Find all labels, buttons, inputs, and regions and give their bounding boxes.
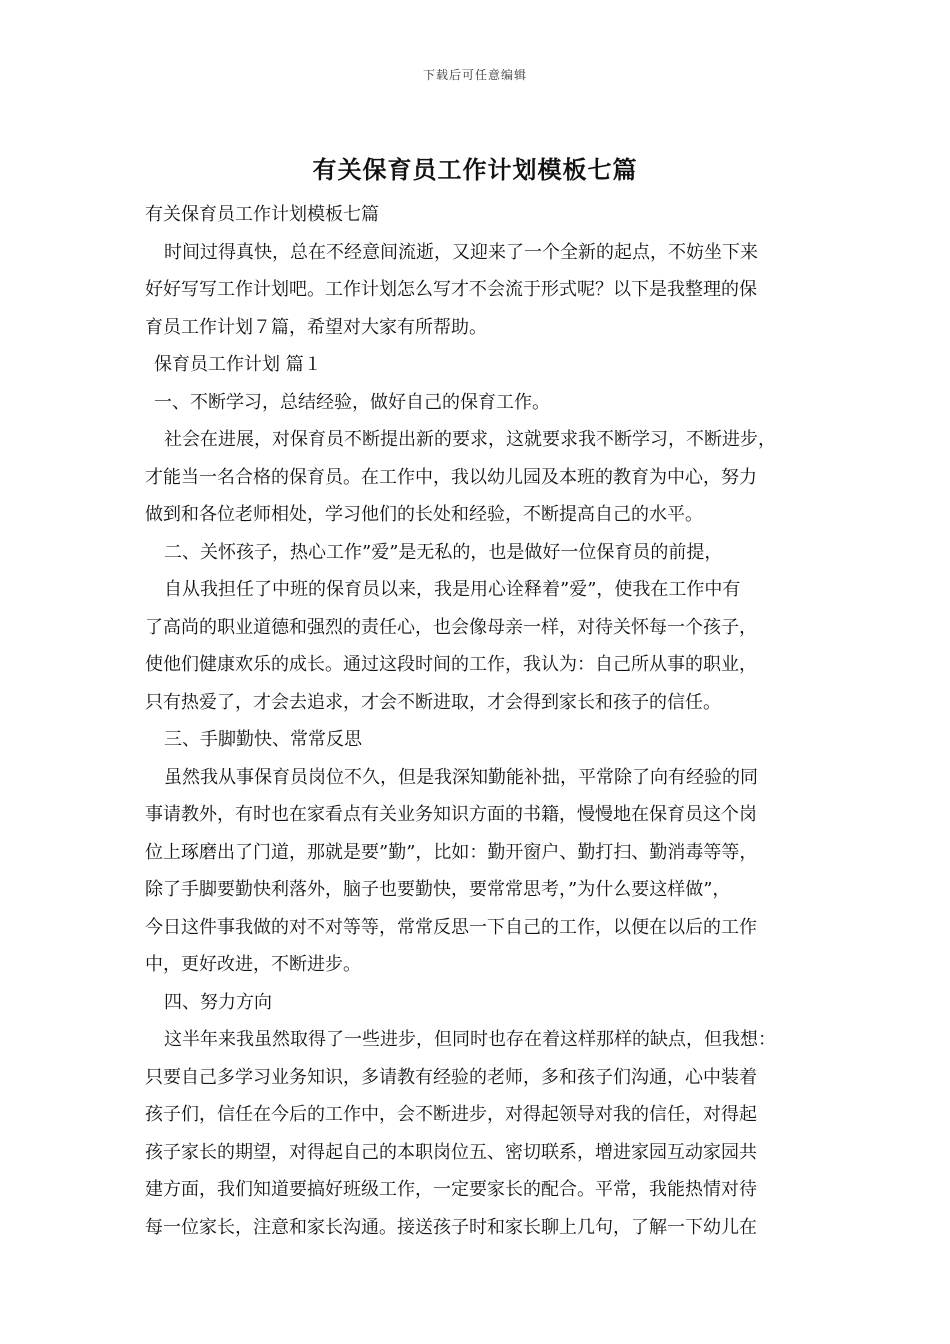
paragraph-line: 中，更好改进，不断进步。 [145,954,361,975]
paragraph-line: 了高尚的职业道德和强烈的责任心，也会像母亲一样，对待关怀每一个孩子， [145,616,757,638]
paragraph-line: 这半年来我虽然取得了一些进步，但同时也存在着这样那样的缺点，但我想： [164,1029,776,1050]
paragraph-line: 做到和各位老师相处，学习他们的长处和经验，不断提高自己的水平。 [145,504,703,525]
document-title: 有关保育员工作计划模板七篇 [312,155,638,184]
paragraph-line: 虽然我从事保育员岗位不久，但是我深知勤能补拙，平常除了向有经验的同 [164,766,758,788]
paragraph-line: 一、不断学习，总结经验，做好自己的保育工作。 [154,391,550,413]
paragraph-line: 事请教外，有时也在家看点有关业务知识方面的书籍，慢慢地在保育员这个岗 [145,804,757,825]
paragraph-line: 自从我担任了中班的保育员以来，我是用心诠释着”爱”，使我在工作中有 [164,579,741,600]
paragraph-line: 二、关怀孩子，热心工作”爱”是无私的，也是做好一位保育员的前提， [164,541,723,563]
paragraph-line: 只有热爱了，才会去追求，才会不断进取，才会得到家长和孩子的信任。 [145,691,721,713]
document-body [145,196,827,1246]
paragraph-line: 好好写写工作计划吧。工作计划怎么写才不会流于形式呢？以下是我整理的保 [145,279,757,300]
paragraph-line: 有关保育员工作计划模板七篇 [145,204,379,225]
paragraph-line: 孩子家长的期望，对得起自己的本职岗位五、密切联系，增进家园互动家园共 [145,1141,757,1163]
paragraph-line: 社会在进展，对保育员不断提出新的要求，这就要求我不断学习，不断进步， [164,429,776,450]
paragraph-line: 只要自己多学习业务知识，多请教有经验的老师，多和孩子们沟通，心中装着 [145,1066,757,1088]
paragraph-line: 每一位家长，注意和家长沟通。接送孩子时和家长聊上几句，了解一下幼儿在 [145,1216,757,1238]
header-note: 下载后可任意编辑 [422,68,527,82]
paragraph-line: 保育员工作计划 篇１ [154,354,322,375]
paragraph-line: 位上琢磨出了门道，那就是要”勤”，比如：勤开窗户、勤打扫、勤消毒等等， [145,841,758,863]
paragraph-line: 今日这件事我做的对不对等等，常常反思一下自己的工作，以便在以后的工作 [145,916,757,938]
paragraph-line: 时间过得真快，总在不经意间流逝，又迎来了一个全新的起点，不妨坐下来 [164,241,758,263]
paragraph-line: 除了手脚要勤快利落外，脑子也要勤快，要常常思考，”为什么要这样做”， [145,879,731,900]
paragraph-line: 育员工作计划７篇，希望对大家有所帮助。 [145,316,487,338]
paragraph-line: 才能当一名合格的保育员。在工作中，我以幼儿园及本班的教育为中心，努力 [145,466,757,488]
paragraph-line: 建方面，我们知道要搞好班级工作，一定要家长的配合。平常，我能热情对待 [145,1179,757,1200]
paragraph-line: 使他们健康欢乐的成长。通过这段时间的工作，我认为：自己所从事的职业， [145,654,757,675]
paragraph-line: 四、努力方向 [164,991,272,1013]
paragraph-line: 孩子们，信任在今后的工作中，会不断进步，对得起领导对我的信任，对得起 [145,1104,757,1125]
paragraph-line: 三、手脚勤快、常常反思 [164,729,362,750]
